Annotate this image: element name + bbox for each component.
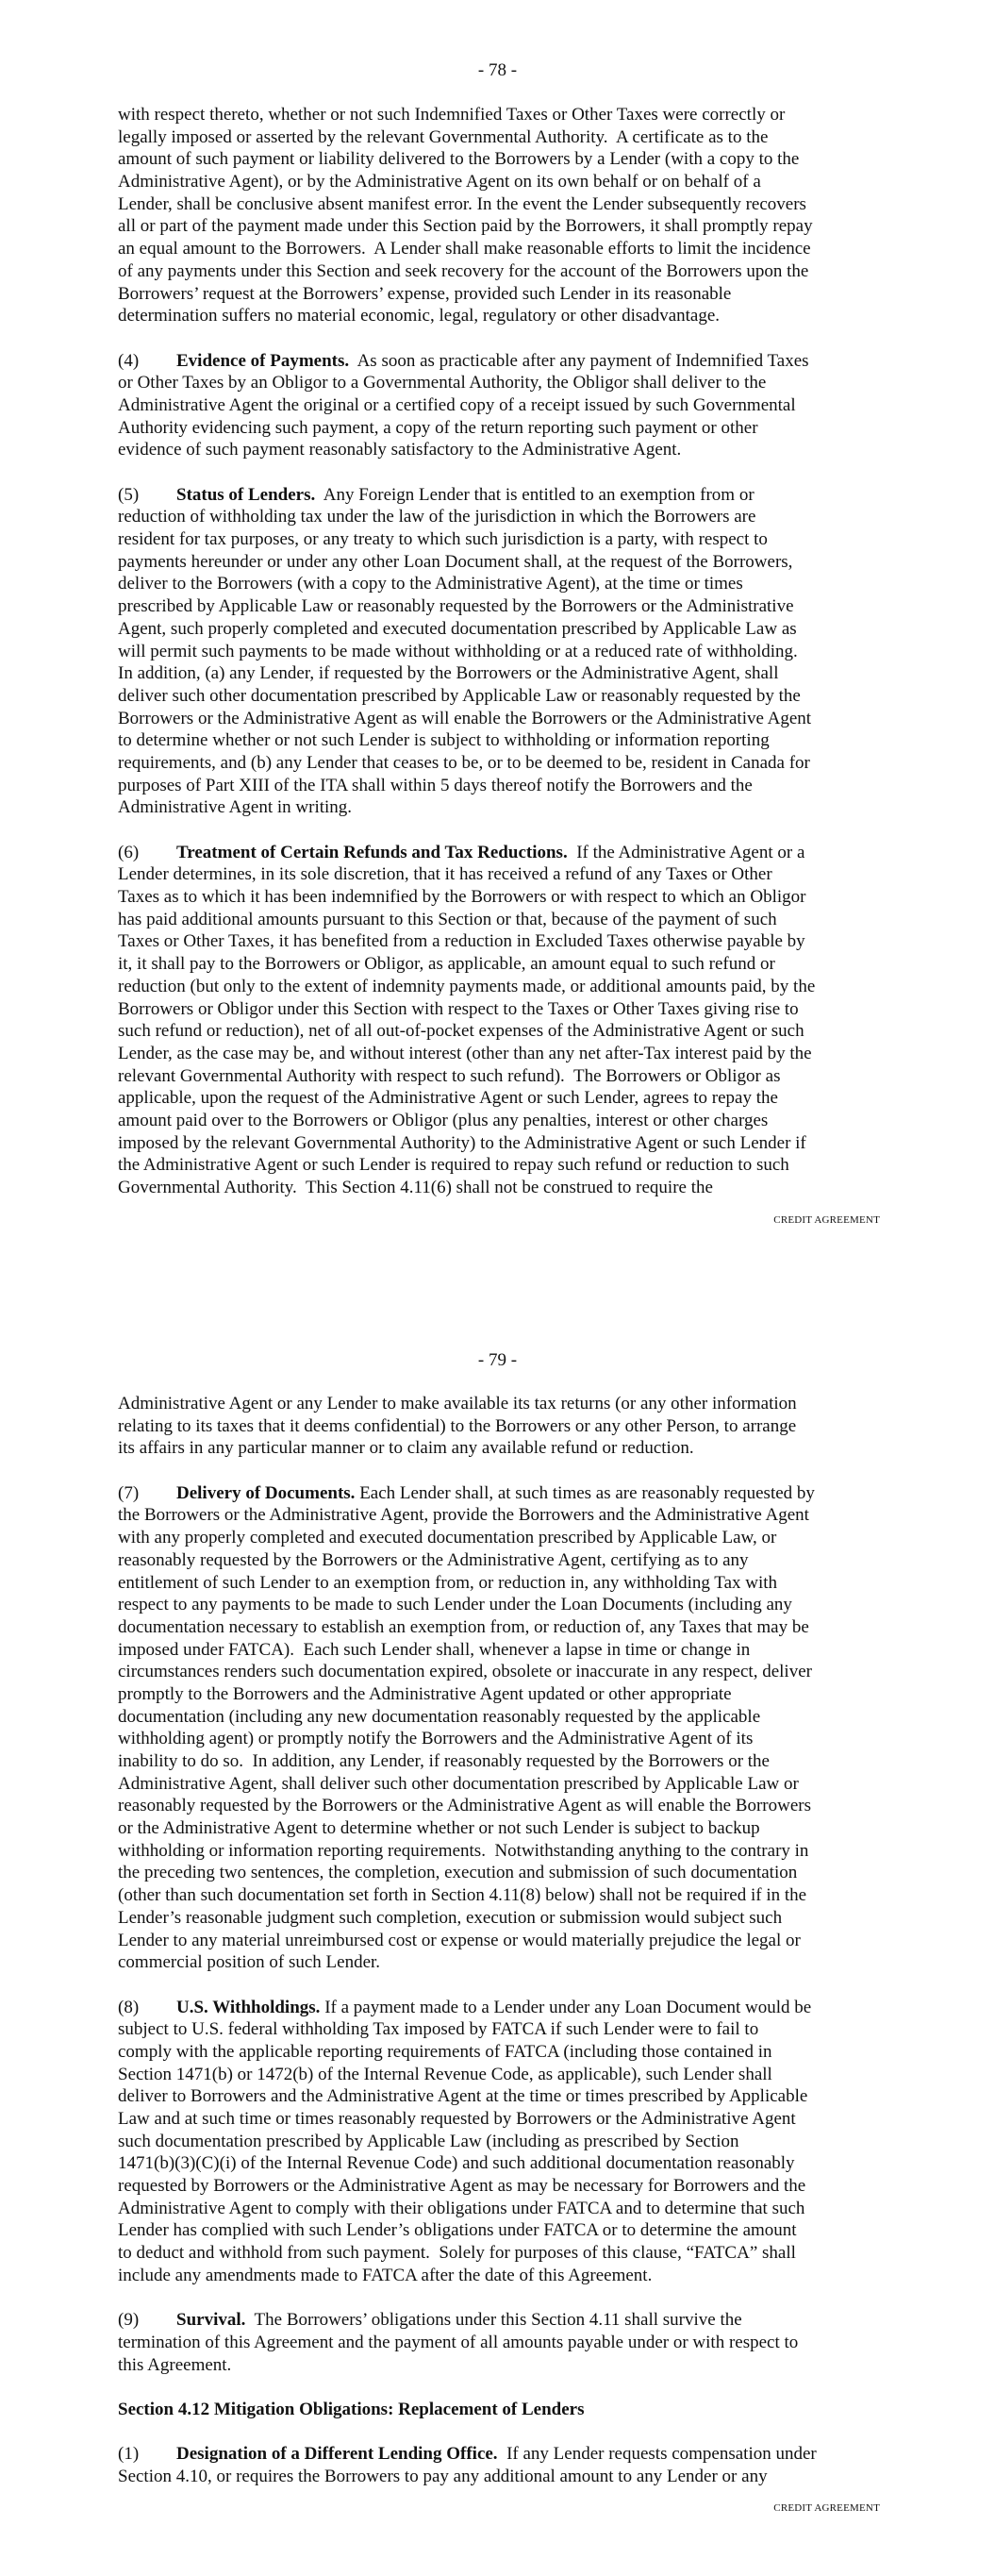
- line-text: it, it shall pay to the Borrowers or Obligor, as applicable, an amount equal to such refund or: [118, 954, 775, 975]
- line-text: Section 1471(b) or 1472(b) of the Internal Revenue Code, as applicable), such Lender shall: [118, 2064, 772, 2084]
- text-line: [118, 2064, 891, 2086]
- line-text: or Other Taxes by an Obligor to a Governmental Authority, the Obligor shall deliver to the: [118, 373, 767, 393]
- line-text: If a payment made to a Lender under any Loan Document would be: [320, 1997, 812, 2017]
- text-line: [118, 1951, 891, 1974]
- line-text: Lender has complied with such Lender’s obligations under FATCA or to determine the amount: [118, 2220, 797, 2241]
- text-line: [118, 1393, 891, 1415]
- line-text: documentation (including any new documentation reasonably requested by the applicable: [118, 1706, 761, 1727]
- line-text: Borrowers or the Administrative Agent as will enable the Borrowers or the Administrative Agent: [118, 708, 812, 728]
- text-line: [118, 1087, 891, 1110]
- line-text: applicable, upon the request of the Administrative Agent or such Lender, agrees to repay the: [118, 1088, 778, 1109]
- line-text: imposed under FATCA). Each such Lender shall, whenever a lapse in time or change in: [118, 1639, 751, 1660]
- line-text: entitlement of such Lender to an exemption from, or reduction in, any withholding Tax with: [118, 1572, 778, 1593]
- paragraph-number: (9): [118, 2310, 140, 2331]
- text-line: [118, 1572, 891, 1595]
- line-text: Lender determines, in its sole discretion, that it has received a refund of any Taxes or Other: [118, 864, 772, 885]
- line-text: purposes of Part XIII of the ITA shall within 5 days thereof notify the Borrowers and the: [118, 775, 753, 795]
- text-line: [118, 215, 891, 238]
- page-number: - 79 -: [477, 1350, 518, 1370]
- line-text: imposed by the relevant Governmental Authority) to the Administrative Agent or such Lender if: [118, 1132, 806, 1153]
- line-text: an equal amount to the Borrowers. A Lender shall make reasonable efforts to limit the incidence: [118, 239, 811, 259]
- text-line: [118, 1482, 891, 1505]
- paragraph-number: (1): [118, 2444, 140, 2465]
- text-line: [118, 1549, 891, 1572]
- line-text: has paid additional amounts pursuant to this Section or that, because of the payment of such: [118, 909, 777, 929]
- text-line: [118, 842, 891, 864]
- text-line: [118, 1817, 891, 1840]
- text-line: [118, 484, 891, 507]
- text-line: [118, 1177, 891, 1199]
- line-text: Any Foreign Lender that is entitled to an exemption from or: [315, 484, 755, 505]
- line-text: determination suffers no material economic, legal, regulatory or other disadvantage.: [118, 306, 721, 326]
- line-text: circumstances renders such documentation expired, obsolete or inaccurate in any respect, deliver: [118, 1662, 812, 1682]
- text-line: [118, 238, 891, 260]
- text-line: [118, 1437, 891, 1460]
- line-text: If the Administrative Agent or a: [567, 842, 805, 862]
- text-line: [118, 148, 891, 171]
- text-line: [118, 2354, 891, 2377]
- line-text: the preceding two sentences, the completion, execution and submission of such documentation: [118, 1863, 798, 1883]
- text-line: [118, 1020, 891, 1043]
- line-text: withholding or information reporting requirements. Notwithstanding anything to the contrary in: [118, 1840, 809, 1861]
- paragraph: [118, 2399, 891, 2421]
- line-text: Administrative Agent), or by the Administrative Agent on its own behalf or on behalf of a: [118, 172, 761, 192]
- text-line: [118, 2085, 891, 2108]
- section-heading: Section 4.12 Mitigation Obligations: Replacement of Lenders: [118, 2399, 585, 2419]
- text-line: [118, 1997, 891, 2019]
- text-line: [118, 2219, 891, 2242]
- text-line: [118, 2399, 891, 2421]
- text-line: [118, 1862, 891, 1884]
- text-line: [118, 417, 891, 440]
- paragraph-heading: Survival.: [176, 2310, 246, 2331]
- text-line: [118, 573, 891, 595]
- line-text: If any Lender requests compensation under: [497, 2444, 817, 2465]
- paragraph-number: (4): [118, 350, 140, 371]
- text-line: [118, 2198, 891, 2220]
- text-line: [118, 1527, 891, 1549]
- line-text: relating to its taxes that it deems confidential) to the Borrowers or any other Person, to arrange: [118, 1415, 797, 1436]
- paragraph: [118, 842, 891, 1199]
- line-text: documentation necessary to establish an exemption from, or reduction of, any Taxes that may be: [118, 1616, 809, 1637]
- line-text: the Administrative Agent or such Lender is required to repay such refund or reduction to such: [118, 1155, 789, 1176]
- text-line: [118, 2242, 891, 2265]
- line-text: respect to any payments to be made to such Lender under the Loan Documents (including any: [118, 1595, 792, 1615]
- line-text: commercial position of such Lender.: [118, 1952, 381, 1973]
- text-line: [118, 439, 891, 461]
- text-line: [118, 953, 891, 976]
- line-text: to determine whether or not such Lender is subject to withholding or information reporting: [118, 730, 770, 751]
- text-line: [118, 1594, 891, 1616]
- text-line: [118, 930, 891, 953]
- text-line: [118, 1154, 891, 1177]
- paragraph: [118, 484, 891, 819]
- text-line: [118, 998, 891, 1021]
- text-line: [118, 976, 891, 998]
- paragraph-number: (7): [118, 1482, 140, 1503]
- paragraph-heading: Treatment of Certain Refunds and Tax Reductions.: [176, 842, 568, 862]
- line-text: reduction (but only to the extent of indemnity payments made, or additional amounts paid, by the: [118, 976, 816, 996]
- text-line: [118, 2152, 891, 2175]
- text-line: [118, 1706, 891, 1729]
- text-line: [118, 1907, 891, 1930]
- text-line: [118, 126, 891, 149]
- line-text: Agent, such properly completed and executed documentation prescribed by Applicable Law as: [118, 618, 797, 639]
- line-text: Borrowers or Obligor under this Section with respect to the Taxes or Other Taxes giving rise to: [118, 998, 799, 1019]
- line-text: Governmental Authority. This Section 4.11(6) shall not be construed to require the: [118, 1178, 713, 1197]
- text-line: [118, 506, 891, 528]
- line-text: The Borrowers’ obligations under this Section 4.11 shall survive the: [245, 2310, 742, 2331]
- paragraph: [118, 1997, 891, 2287]
- text-line: [118, 1110, 891, 1132]
- paragraph: [118, 2443, 891, 2487]
- text-line: [118, 528, 891, 551]
- line-text: amount paid over to the Borrowers or Obligor (plus any penalties, interest or other charges: [118, 1110, 769, 1130]
- text-line: [118, 551, 891, 574]
- line-text: Authority evidencing such payment, a copy of the return reporting such payment or other: [118, 417, 758, 438]
- text-line: [118, 260, 891, 283]
- text-line: [118, 641, 891, 663]
- line-text: to deduct and withhold from such payment. Solely for purposes of this clause, “FATCA” shall: [118, 2243, 796, 2264]
- line-text: Section 4.10, or requires the Borrowers to pay any additional amount to any Lender or any: [118, 2467, 768, 2486]
- line-text: include any amendments made to FATCA after the date of this Agreement.: [118, 2265, 653, 2285]
- page-footer: CREDIT AGREEMENT: [773, 1214, 880, 1226]
- page-body: [118, 1393, 891, 2510]
- line-text: Lender, shall be conclusive absent manifest error. In the event the Lender subsequently recovers: [118, 193, 806, 214]
- paragraph-number: (6): [118, 842, 140, 862]
- line-text: reasonably requested by the Borrowers or the Administrative Agent as will enable the Borrowers: [118, 1796, 811, 1816]
- text-line: [118, 104, 891, 126]
- text-line: [118, 1415, 891, 1438]
- line-text: payments hereunder or under any other Loan Document shall, at the request of the Borrowers,: [118, 551, 793, 572]
- line-text: deliver to Borrowers and the Administrative Agent at the time or times prescribed by Applicable: [118, 2086, 808, 2107]
- text-line: [118, 1616, 891, 1639]
- line-text: of any payments under this Section and seek recovery for the account of the Borrowers upon the: [118, 260, 809, 281]
- text-line: [118, 372, 891, 394]
- text-line: [118, 1795, 891, 1817]
- text-line: [118, 1773, 891, 1796]
- line-text: Administrative Agent to comply with their obligations under FATCA and to determine that such: [118, 2198, 805, 2218]
- line-text: Lender’s reasonable judgment such completion, execution or submission would subject such: [118, 1907, 783, 1928]
- line-text: comply with the applicable reporting requirements of FATCA (including those contained in: [118, 2041, 772, 2062]
- text-line: [118, 729, 891, 752]
- line-text: with any properly completed and executed documentation prescribed by Applicable Law, or: [118, 1528, 777, 1548]
- text-line: [118, 775, 891, 797]
- text-line: [118, 171, 891, 193]
- text-line: [118, 283, 891, 306]
- paragraph-heading: Status of Lenders.: [176, 484, 316, 505]
- line-text: such documentation prescribed by Applicable Law (including as prescribed by Section: [118, 2131, 739, 2151]
- text-line: [118, 2443, 891, 2466]
- text-line: [118, 2175, 891, 2198]
- line-text: reduction of withholding tax under the law of the jurisdiction in which the Borrowers are: [118, 507, 756, 527]
- line-text: promptly to the Borrowers and the Administrative Agent updated or other appropriate: [118, 1683, 732, 1704]
- text-line: [118, 863, 891, 886]
- line-text: reasonably requested by the Borrowers or the Administrative Agent, certifying as to any: [118, 1549, 749, 1570]
- line-text: withholding agent) or promptly notify the Borrowers and the Administrative Agent of its: [118, 1729, 754, 1749]
- text-line: [118, 2332, 891, 2354]
- line-text: Lender, as the case may be, and without interest (other than any net after-Tax interest paid by the: [118, 1043, 812, 1063]
- text-line: [118, 1661, 891, 1683]
- text-line: [118, 685, 891, 708]
- text-line: [118, 662, 891, 685]
- line-text: its affairs in any particular manner or to claim any available refund or reduction.: [118, 1438, 694, 1459]
- line-text: or the Administrative Agent to determine whether or not such Lender is subject to backup: [118, 1818, 760, 1839]
- line-text: requested by Borrowers or the Administrative Agent as may be necessary for Borrowers and the: [118, 2176, 806, 2197]
- paragraph-heading: U.S. Withholdings.: [176, 1997, 321, 2017]
- text-line: [118, 2309, 891, 2332]
- paragraph-number: (5): [118, 484, 140, 505]
- line-text: with respect thereto, whether or not such Indemnified Taxes or Other Taxes were correctly or: [118, 105, 786, 125]
- page-body: [118, 104, 891, 1221]
- line-text: prescribed by Applicable Law or reasonably requested by the Borrowers or the Administrative: [118, 596, 794, 617]
- text-line: [118, 618, 891, 641]
- paragraph: [118, 2309, 891, 2376]
- text-line: [118, 2131, 891, 2153]
- line-text: deliver to the Borrowers (with a copy to the Administrative Agent), at the time or times: [118, 574, 743, 594]
- text-line: [118, 1504, 891, 1527]
- line-text: resident for tax purposes, or any treaty to which such jurisdiction is a party, with respect to: [118, 529, 768, 550]
- text-line: [118, 595, 891, 618]
- text-line: [118, 1930, 891, 1952]
- line-text: all or part of the payment made under this Section paid by the Borrowers, it shall promptly repay: [118, 216, 813, 237]
- line-text: 1471(b)(3)(C)(i) of the Internal Revenue Code) and such additional documentation reasonably: [118, 2153, 795, 2174]
- line-text: deliver such other documentation prescribed by Applicable Law or reasonably requested by the: [118, 685, 801, 706]
- line-text: evidence of such payment reasonably satisfactory to the Administrative Agent.: [118, 440, 682, 460]
- paragraph-number: (8): [118, 1997, 140, 2017]
- line-text: Borrowers’ request at the Borrowers’ expense, provided such Lender in its reasonable: [118, 283, 732, 304]
- line-text: Administrative Agent the original or a certified copy of a receipt issued by such Governmental: [118, 394, 796, 415]
- line-text: requirements, and (b) any Lender that ceases to be, or to be deemed to be, resident in Canada for: [118, 752, 810, 773]
- text-line: [118, 1884, 891, 1907]
- text-line: [118, 1639, 891, 1662]
- line-text: Lender to any material unreimbursed cost or expense or would materially prejudice the legal or: [118, 1930, 801, 1950]
- line-text: Law and at such time or times reasonably requested by Borrowers or the Administrative Agent: [118, 2109, 796, 2129]
- line-text: will permit such payments to be made without withholding or at a reduced rate of withholding.: [118, 641, 798, 661]
- text-line: [118, 350, 891, 373]
- paragraph: [118, 350, 891, 461]
- page-number: - 78 -: [477, 60, 518, 80]
- text-line: [118, 2018, 891, 2041]
- line-text: In addition, (a) any Lender, if requested by the Borrowers or the Administrative Agent, shall: [118, 663, 779, 684]
- text-line: [118, 2108, 891, 2131]
- paragraph: [118, 1482, 891, 1974]
- line-text: this Agreement.: [118, 2354, 232, 2375]
- paragraph-heading: Designation of a Different Lending Office.: [176, 2444, 498, 2465]
- line-text: Taxes as to which it has been indemnified by the Borrowers or with respect to which an Obligor: [118, 887, 806, 908]
- line-text: Administrative Agent, shall deliver such other documentation prescribed by Applicable Law or: [118, 1773, 799, 1794]
- line-text: As soon as practicable after any payment of Indemnified Taxes: [349, 350, 809, 371]
- line-text: Each Lender shall, at such times as are reasonably requested by: [355, 1482, 815, 1503]
- text-line: [118, 886, 891, 909]
- text-line: [118, 305, 891, 327]
- line-text: the Borrowers or the Administrative Agent, provide the Borrowers and the Administrative Agent: [118, 1505, 809, 1526]
- text-line: [118, 2466, 891, 2488]
- paragraph-heading: Evidence of Payments.: [176, 350, 350, 371]
- text-line: [118, 1132, 891, 1155]
- text-line: [118, 1683, 891, 1706]
- line-text: Taxes or Other Taxes, it has benefited from a reduction in Excluded Taxes otherwise payable by: [118, 931, 805, 952]
- line-text: Administrative Agent in writing.: [118, 797, 353, 818]
- line-text: subject to U.S. federal withholding Tax imposed by FATCA if such Lender were to fail to: [118, 2019, 759, 2040]
- line-text: (other than such documentation set forth in Section 4.11(8) below) shall not be required if in the: [118, 1885, 807, 1906]
- page-footer: CREDIT AGREEMENT: [773, 2502, 880, 2514]
- text-line: [118, 708, 891, 730]
- text-line: [118, 2265, 891, 2287]
- text-line: [118, 909, 891, 931]
- line-text: relevant Governmental Authority with respect to such refund). The Borrowers or Obligor as: [118, 1065, 781, 1086]
- line-text: amount of such payment or liability delivered to the Borrowers by a Lender (with a copy to the: [118, 149, 800, 170]
- text-line: [118, 1750, 891, 1773]
- text-line: [118, 1065, 891, 1088]
- text-line: [118, 1840, 891, 1863]
- text-line: [118, 193, 891, 216]
- text-line: [118, 394, 891, 417]
- text-line: [118, 796, 891, 819]
- line-text: legally imposed or asserted by the relevant Governmental Authority. A certificate as to the: [118, 126, 769, 147]
- line-text: Administrative Agent or any Lender to make available its tax returns (or any other information: [118, 1394, 797, 1413]
- paragraph: [118, 1393, 891, 1460]
- paragraph: [118, 104, 891, 327]
- text-line: [118, 2041, 891, 2064]
- line-text: such refund or reduction), net of all out-of-pocket expenses of the Administrative Agent or such: [118, 1021, 804, 1042]
- text-line: [118, 1728, 891, 1750]
- text-line: [118, 1043, 891, 1065]
- paragraph-heading: Delivery of Documents.: [176, 1482, 356, 1503]
- line-text: inability to do so. In addition, any Lender, if reasonably requested by the Borrowers or the: [118, 1751, 770, 1771]
- line-text: termination of this Agreement and the payment of all amounts payable under or with respect to: [118, 2332, 799, 2352]
- text-line: [118, 752, 891, 775]
